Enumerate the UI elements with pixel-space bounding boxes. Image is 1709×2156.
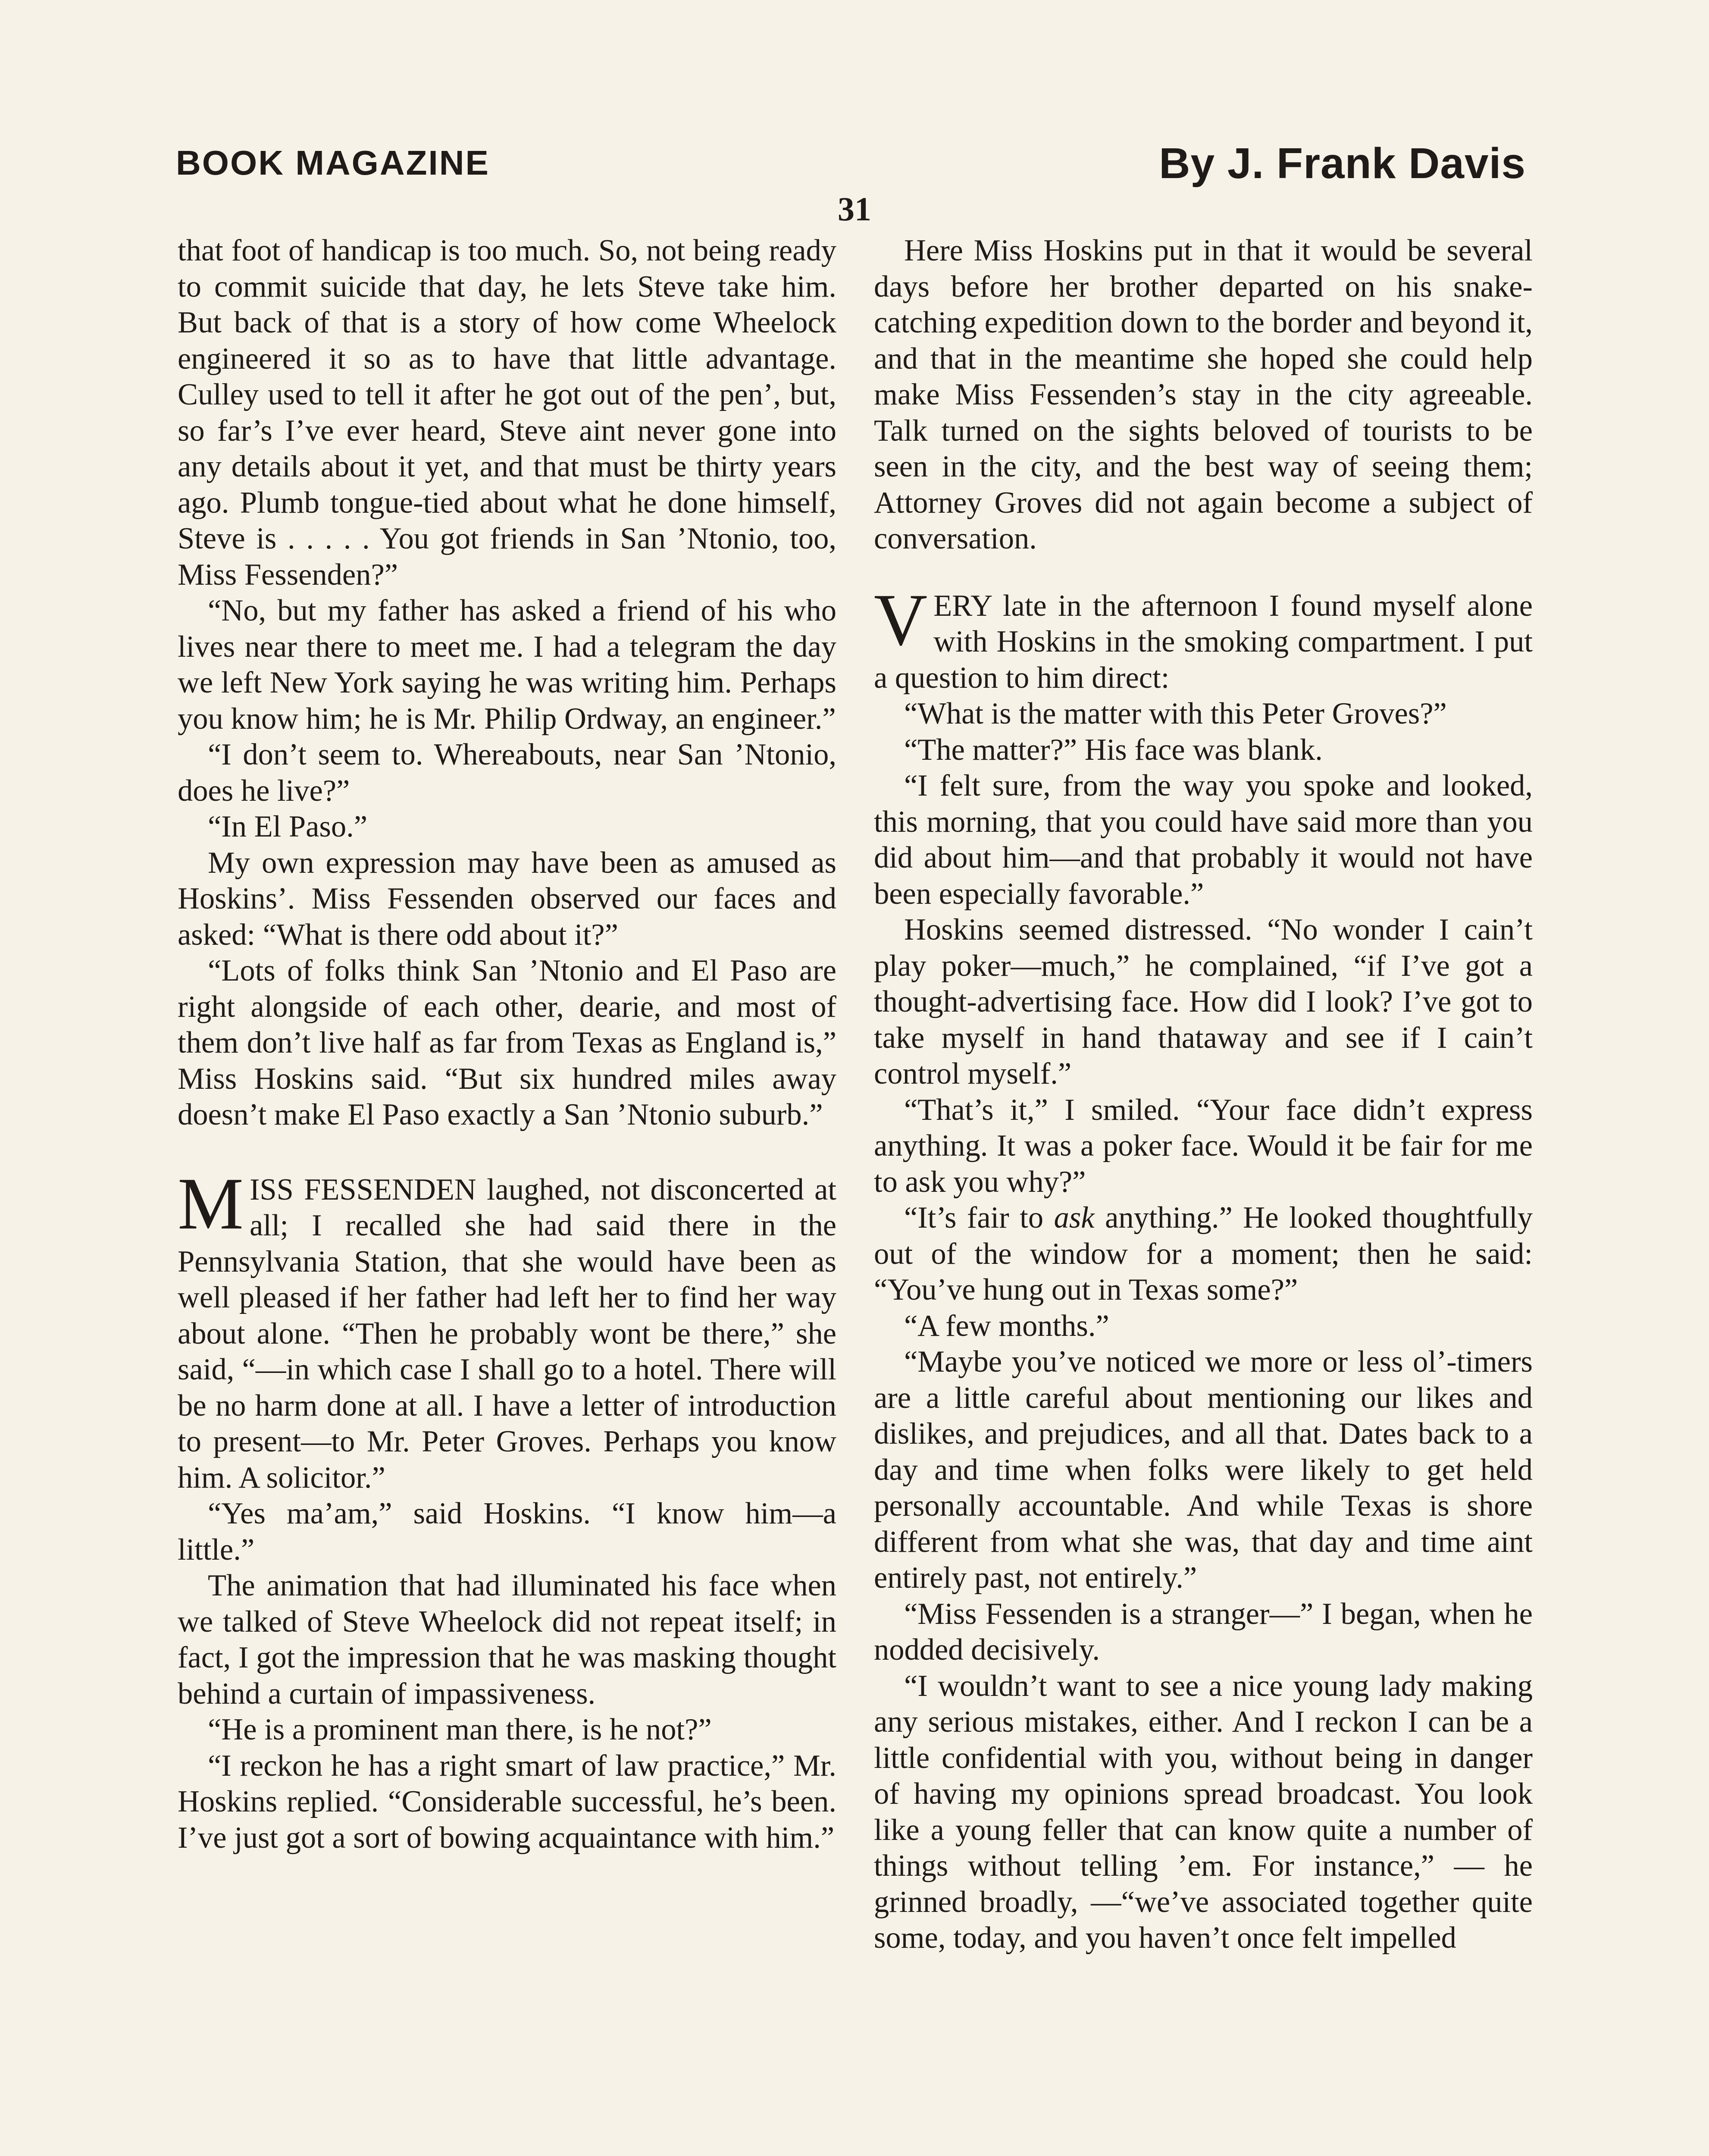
paragraph-text: ERY late in the afternoon I found myself alone with Hoskins in the smoking compartment. I put a question to him direct: (874, 589, 1533, 695)
paragraph: “Miss Fessenden is a stranger—” I began, when he nodded decisively. (874, 1597, 1533, 1667)
paragraph: “I don’t seem to. Whereabouts, near San ’Ntonio, does he live?” (178, 738, 836, 808)
author-byline: By J. Frank Davis (1159, 139, 1526, 188)
section-paragraph (874, 579, 1533, 696)
paragraph: “Yes ma’am,” said Hoskins. “I know him—a little.” (178, 1497, 836, 1567)
paragraph: “I reckon he has a right smart of law practice,” Mr. Hoskins replied. “Considerable successful, he’s been. I’ve just got a sort of bowing acquaintance with him.” (178, 1749, 836, 1855)
paragraph: “What is the matter with this Peter Groves?” (904, 697, 1447, 730)
paragraph: My own expression may have been as amused as Hoskins’. Miss Fessenden observed our faces and asked: “What is there odd about it?” (178, 846, 836, 952)
paragraph: Hoskins seemed distressed. “No wonder I cain’t play poker—much,” he complained, “if I’ve got a thought-advertising face. How did I look? I’ve got to take myself in hand thataway and see if I cain’t control myself.” (874, 913, 1533, 1091)
paragraph: “I felt sure, from the way you spoke and looked, this morning, that you could have said more than you did about him—and that probably it would not have been especially favorable.” (874, 769, 1533, 911)
publication-title: BOOK MAGAZINE (176, 144, 490, 182)
paragraph: that foot of handicap is too much. So, not being ready to commit suicide that day, he lets Steve take him. But back of that is a story of how come Wheelock engineered it so as to have that little advantage. Culley used to tell it after he got out of the pen’, but, so far’s I’ve ever heard, Steve aint never gone into any details about it yet, and that must be thirty years ago. Plumb tongue-tied about what he done himself, Steve is . . . . . You got friends in San ’Ntonio, too, Miss Fessenden?” (178, 234, 836, 592)
paragraph: “A few months.” (904, 1309, 1109, 1343)
paragraph: Here Miss Hoskins put in that it would be several days before her brother departed on his snake-catching expedition down to the border and beyond it, and that in the meantime she hoped she could help make Miss Fessenden’s stay in the city agreeable. Talk turned on the sights beloved of tourists to be seen in the city, and the best way of seeing them; Attorney Groves did not again become a subject of conversation. (874, 234, 1533, 555)
drop-cap: M (178, 1163, 244, 1245)
paragraph-text: “It’s fair to (904, 1201, 1054, 1235)
paragraph-text: anything.” He looked thoughtfully out of the window for a moment; then he said: “You’ve hung out in Texas some?” (874, 1201, 1533, 1307)
paragraph: “In El Paso.” (208, 810, 368, 843)
paragraph: “Maybe you’ve noticed we more or less ol’-timers are a little careful about mentioning our likes and dislikes, and prejudices, and all that. Dates back to a day and time when folks were likely to get held personally accountable. And while Texas is shore different from what she was, that day and time aint entirely past, not entirely.” (874, 1345, 1533, 1595)
paragraph-text: ISS FESSENDEN laughed, not disconcerted at all; I recalled she had said there in the Pennsylvania Station, that she would have been as well pleased if her father had left her to find her way about alone. “Then he probably wont be there,” she said, “—in which case I shall go to a hotel. There will be no harm done at all. I have a letter of introduction to present—to Mr. Peter Groves. Perhaps you know him. A solicitor.” (178, 1172, 836, 1495)
right-column (874, 233, 1533, 1956)
drop-cap: V (874, 579, 928, 661)
left-column (178, 233, 836, 1856)
paragraph: The animation that had illuminated his face when we talked of Steve Wheelock did not repeat itself; in fact, I got the impression that he was masking thought behind a curtain of impassiveness. (178, 1569, 836, 1711)
paragraph: “He is a prominent man there, is he not?” (208, 1713, 712, 1746)
paragraph: “The matter?” His face was blank. (904, 733, 1323, 767)
section-paragraph (178, 1163, 836, 1496)
paragraph (874, 1200, 1533, 1308)
paragraph: “I wouldn’t want to see a nice young lady making any serious mistakes, either. And I reckon I can be a little confidential with you, without being in danger of having my opinions spread broadcast. You look like a young feller that can know quite a number of things without telling ’em. For instance,” — he grinned broadly, —“we’ve associated together quite some, today, and you haven’t once felt impelled (874, 1669, 1533, 1955)
emphasis-text: ask (1054, 1201, 1095, 1235)
paragraph: “No, but my father has asked a friend of his who lives near there to meet me. I had a telegram the day we left New York saying he was writing him. Perhaps you know him; he is Mr. Philip Ordway, an engineer.” (178, 594, 836, 736)
page-number: 31 (838, 190, 871, 228)
paragraph: “Lots of folks think San ’Ntonio and El Paso are right alongside of each other, dearie, and most of them don’t live half as far from Texas as England is,” Miss Hoskins said. “But six hundred miles away doesn’t make El Paso exactly a San ’Ntonio suburb.” (178, 954, 836, 1131)
paragraph: “That’s it,” I smiled. “Your face didn’t express anything. It was a poker face. Would it be fair for me to ask you why?” (874, 1093, 1533, 1199)
